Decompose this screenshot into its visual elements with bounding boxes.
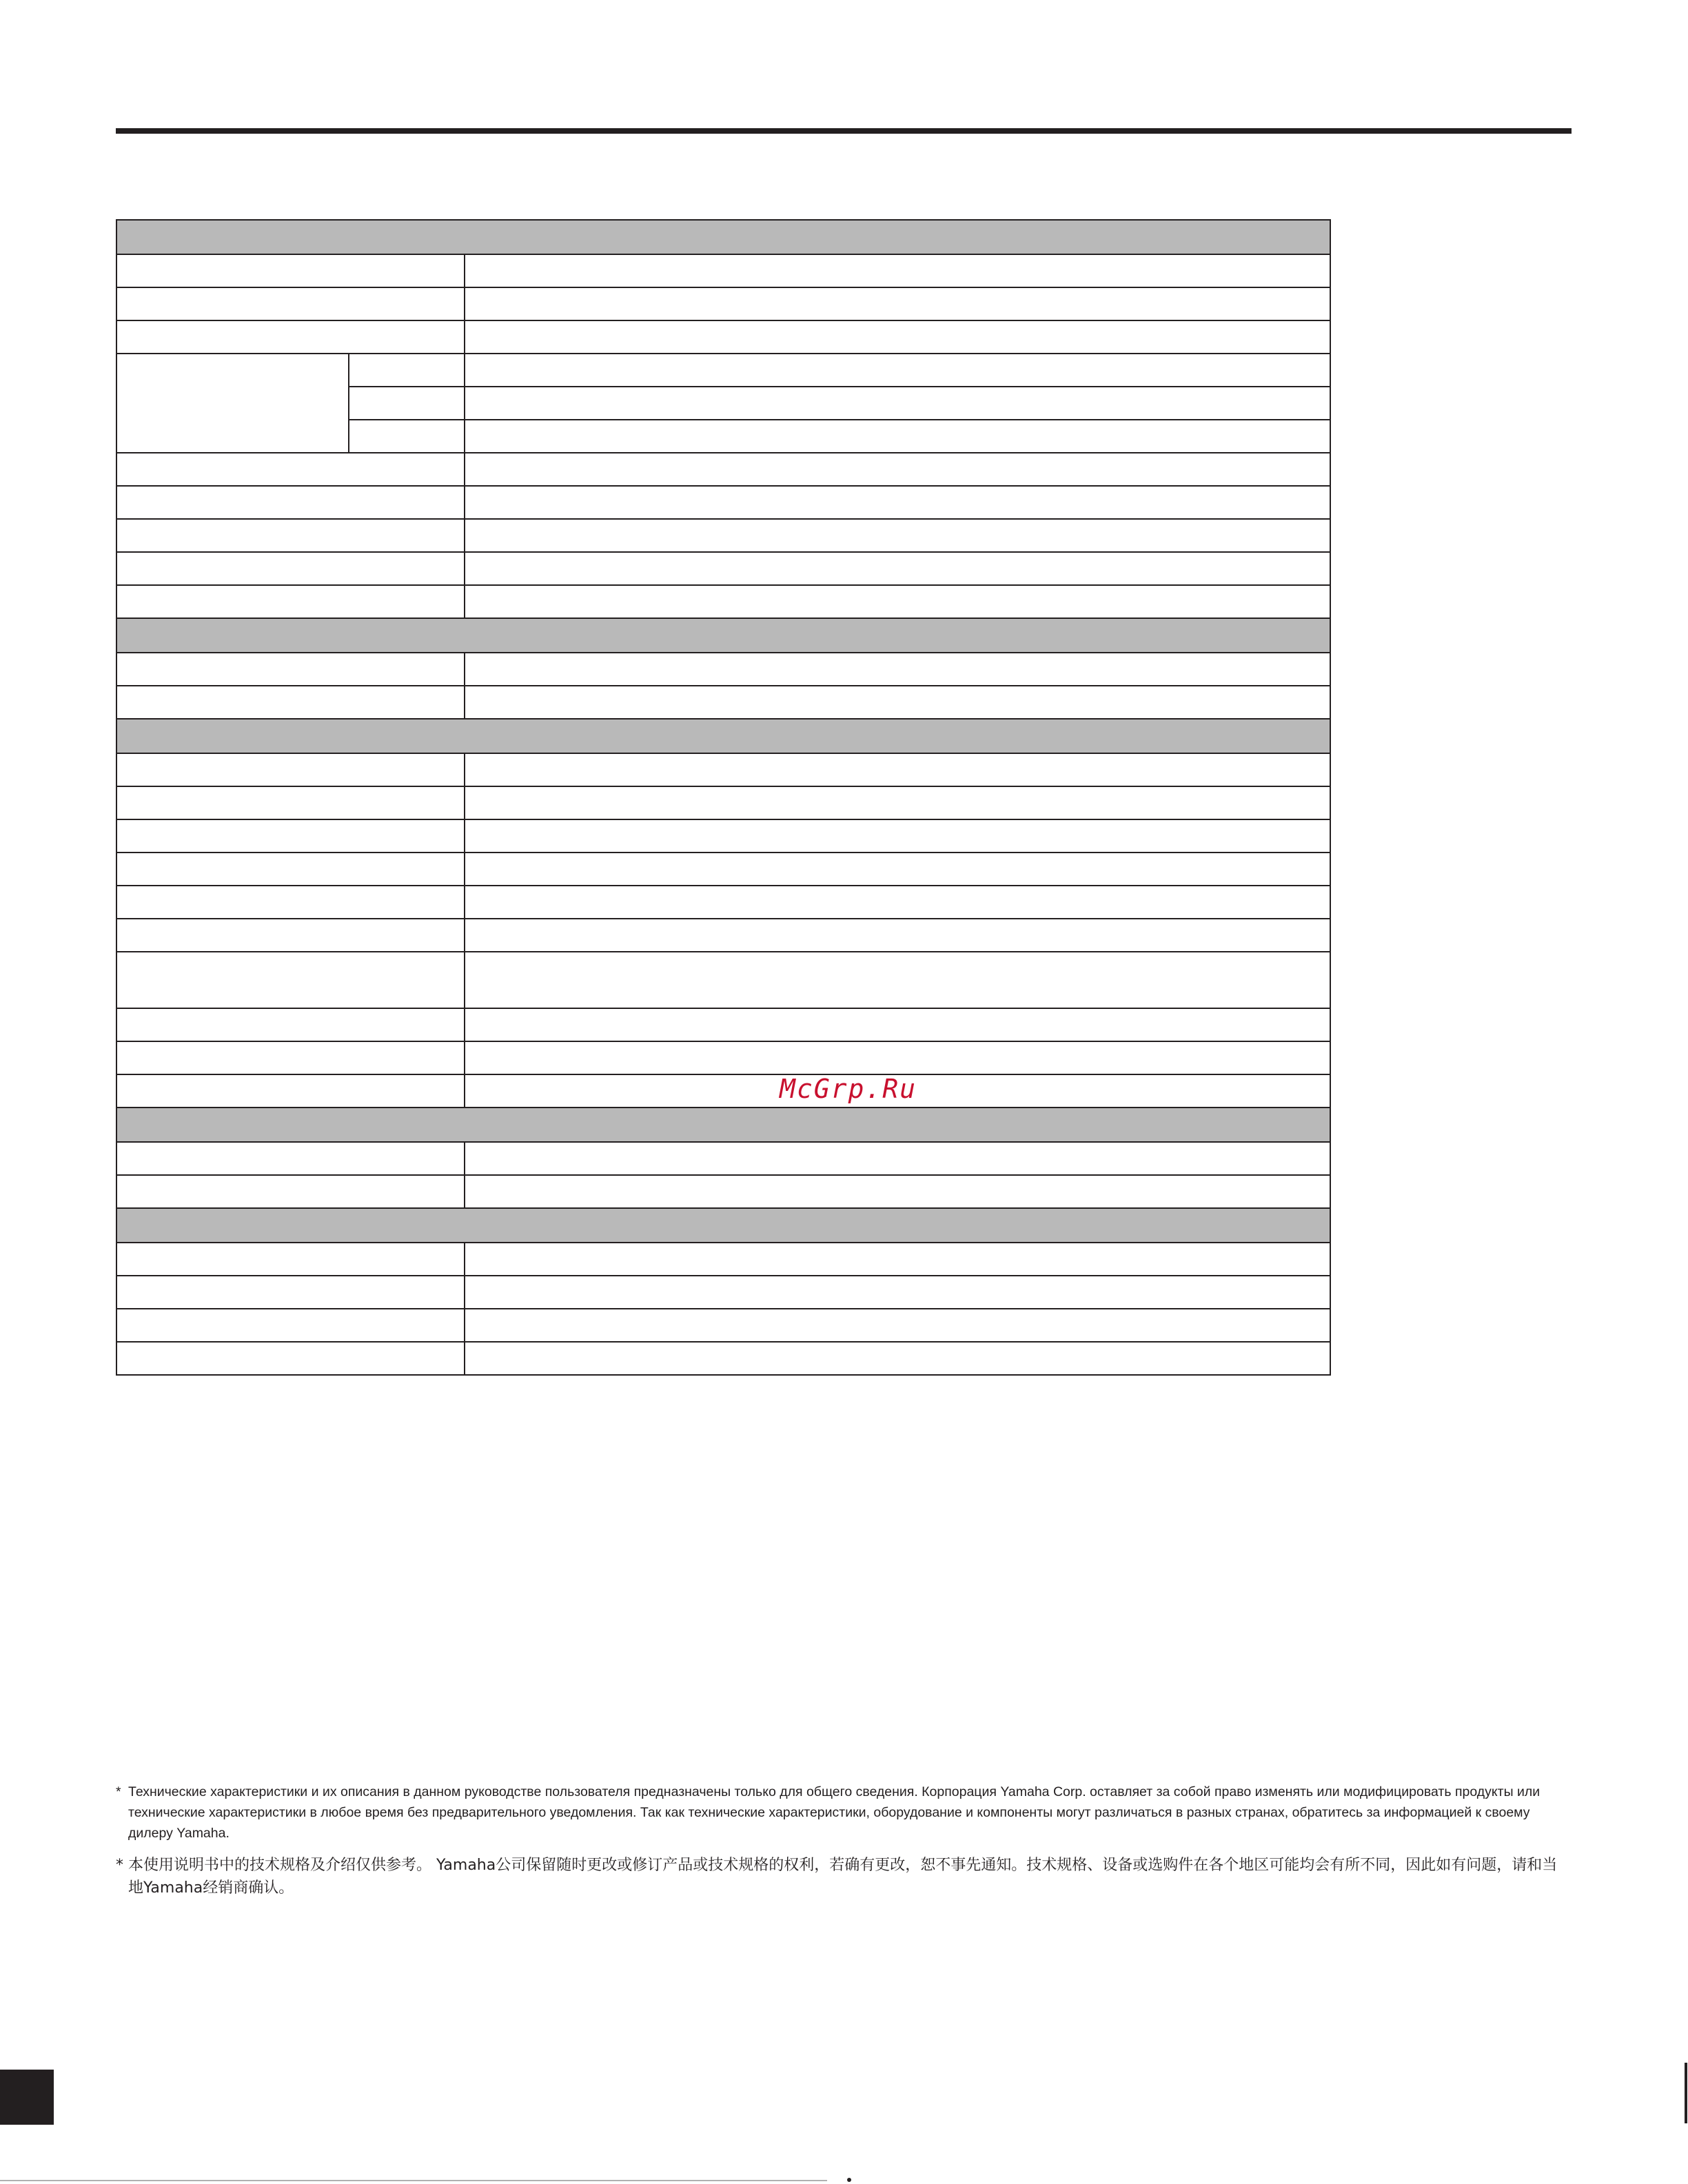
value-cell [465,819,1330,853]
footnote-ru [116,1782,1572,1844]
table-row [116,453,1330,486]
value-cell [465,420,1330,453]
label-cell [116,886,465,919]
label-cell [116,287,465,320]
label-cell [116,585,465,618]
bottom-edge-line [0,2180,827,2181]
footnote-ru-text: Технические характеристики и их описания в данном руководстве пользователя предназначены только для общего сведения. Корпорация Yamaha Corp. оставляет за собой право изменять или модифицировать продукты или технические характеристики в любое время без предварительного уведомления. Так как технические характеристики, оборудование и компоненты могут различаться в разных странах, обратитесь за информацией к своему дилеру Yamaha. [128,1784,1540,1841]
table-row [116,585,1330,618]
value-cell [465,1309,1330,1342]
header-rule [116,128,1572,134]
page-number-tab [0,2070,54,2125]
value-cell [465,1175,1330,1208]
value-cell [465,1142,1330,1175]
label-cell [116,952,465,1008]
table-row [116,1008,1330,1041]
label-cell [116,1175,465,1208]
value-cell [465,453,1330,486]
bottom-registration-dot [847,2178,851,2182]
table-row [116,753,1330,786]
value-cell [465,1243,1330,1276]
value-cell [465,585,1330,618]
footnote-zh-text: 本使用说明书中的技术规格及介绍仅供参考。 Yamaha公司保留随时更改或修订产品或技术规格的权利，若确有更改，恕不事先通知。技术规格、设备或选购件在各个地区可能均会有所不同，因此如有问题，请和当地Yamaha经销商确认。 [128,1857,1558,1897]
table-row [116,686,1330,719]
label-cell [116,786,465,819]
value-cell [465,886,1330,919]
value-cell [465,387,1330,420]
table-row [116,819,1330,853]
table-row [116,1142,1330,1175]
table-row [116,354,1330,387]
label-cell [116,1309,465,1342]
value-cell [465,686,1330,719]
value-cell [465,354,1330,387]
section-header-cell [116,1208,1330,1243]
label-cell [116,1142,465,1175]
table-row [116,1074,1330,1108]
table-section-header [116,1108,1330,1142]
value-cell [465,1008,1330,1041]
edge-mark [1685,2063,1687,2123]
label-cell [116,1074,465,1108]
value-cell [465,653,1330,686]
label-cell [116,320,465,354]
table-row [116,254,1330,287]
watermark: McGrp.Ru [780,1074,917,1104]
value-cell [465,919,1330,952]
value-cell [465,1342,1330,1375]
table-section-header [116,1208,1330,1243]
group-label-cell [116,354,349,453]
table-row [116,1041,1330,1074]
label-cell [116,1342,465,1375]
label-cell [116,819,465,853]
label-cell [116,552,465,585]
label-cell [116,919,465,952]
value-cell [465,786,1330,819]
table-row [116,1175,1330,1208]
table-row [116,853,1330,886]
table-row [116,486,1330,519]
table-row [116,886,1330,919]
value-cell [465,320,1330,354]
table-row [116,1309,1330,1342]
label-cell [116,1243,465,1276]
value-cell [465,753,1330,786]
table-row [116,320,1330,354]
value-cell [465,287,1330,320]
value-cell [465,853,1330,886]
sub-label-cell [349,387,465,420]
value-cell [465,519,1330,552]
label-cell [116,1276,465,1309]
table-section-header [116,220,1330,254]
table-row [116,1243,1330,1276]
footnote-zh-asterisk: * [116,1857,123,1874]
value-cell [465,1041,1330,1074]
sub-label-cell [349,354,465,387]
label-cell [116,686,465,719]
section-header-cell [116,618,1330,653]
label-cell [116,1041,465,1074]
section-header-cell [116,1108,1330,1142]
value-cell [465,1276,1330,1309]
table-row [116,519,1330,552]
label-cell [116,1008,465,1041]
table-section-header [116,618,1330,653]
table-section-header [116,719,1330,753]
table-row [116,1276,1330,1309]
table-row [116,1342,1330,1375]
label-cell [116,753,465,786]
table-row [116,919,1330,952]
label-cell [116,853,465,886]
label-cell [116,519,465,552]
footnote-ru-asterisk: * [116,1784,121,1799]
table-row [116,287,1330,320]
value-cell [465,486,1330,519]
table-row [116,552,1330,585]
spec-table [116,219,1331,1376]
value-cell [465,552,1330,585]
label-cell [116,486,465,519]
value-cell [465,254,1330,287]
table-row [116,952,1330,1008]
value-cell [465,952,1330,1008]
label-cell [116,254,465,287]
table-row [116,653,1330,686]
label-cell [116,453,465,486]
table-row [116,786,1330,819]
footnote-zh [116,1854,1572,1899]
label-cell [116,653,465,686]
section-header-cell [116,220,1330,254]
section-header-cell [116,719,1330,753]
sub-label-cell [349,420,465,453]
